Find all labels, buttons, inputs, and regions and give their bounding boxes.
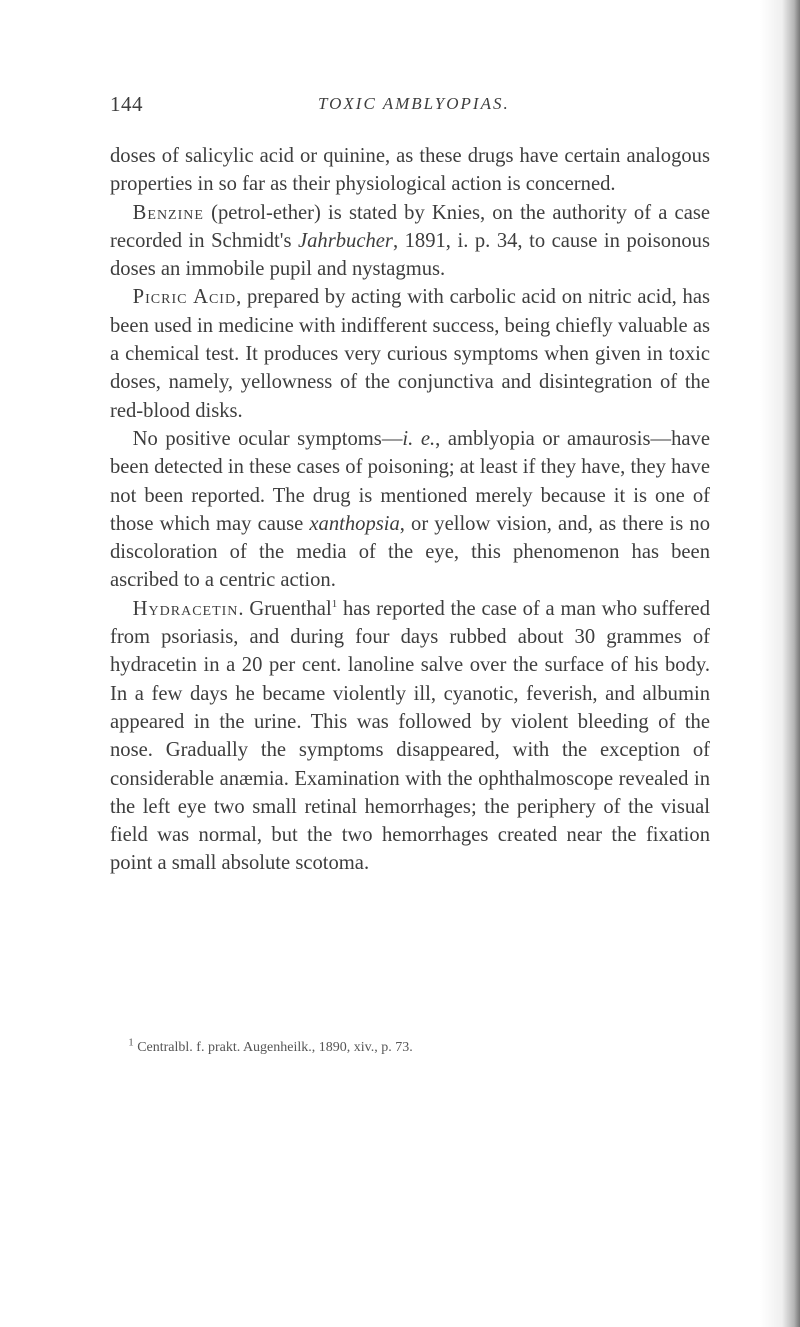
- paragraph-benzine: [110, 199, 710, 284]
- paragraph-ocular-text-c: , or yellow vision, and, as there is no discoloration of the media of the eye, this phenomenon has been ascribed to a centric action.: [110, 512, 710, 592]
- body-text: [110, 142, 710, 878]
- term-xanthopsia: xanthopsia: [309, 512, 400, 535]
- paragraph-ocular-text-b: , amblyopia or amaurosis—have been detected in these cases of poisoning; at least if they have, they have not been reported. The drug is mentioned merely because it is one of those which may cause: [110, 427, 710, 535]
- paragraph-benzine-text-a: (petrol-ether) is stated by Knies, on the authority of a case recorded in Schmidt's: [110, 201, 710, 252]
- paragraph-salicylic-text: doses of salicylic acid or quinine, as these drugs have certain analogous properties in so far as their physiological action is concerned.: [110, 145, 710, 196]
- footnote-text: Centralbl. f. prakt. Augenheilk., 1890, xiv., p. 73.: [133, 1040, 413, 1055]
- section-heading-picric-acid: Picric Acid: [132, 286, 237, 309]
- paragraph-hydracetin-text-a: . Gruenthal: [238, 597, 332, 620]
- paragraph-picric-acid-text: , prepared by acting with carbolic acid on nitric acid, has been used in medicine with indifferent success, being chiefly valuable as a chemical test. It produces very curious symptoms when given in toxic doses, namely, yellowness of the conjunctiva and disintegration of the red-blood disks.: [110, 286, 710, 422]
- paragraph-benzine-text-b: , 1891, i. p. 34, to cause in poisonous doses an immobile pupil and nystagmus.: [110, 229, 710, 281]
- section-heading-benzine: Benzine: [132, 201, 204, 224]
- paragraph-ocular-symptoms: [110, 425, 710, 595]
- paragraph-hydracetin-text-b: has reported the case of a man who suffered from psoriasis, and during four days rubbed about 30 grammes of hydracetin in a 20 per cent. lanoline salve over the surface of his body. In a few days he became violently ill, cyanotic, feverish, and albumin appeared in the urine. This was followed by violent bleeding of the nose. Gradually the symptoms disappeared, with the exception of considerable anæmia. Examination with the ophthalmoscope revealed in the left eye two small retinal hemorrhages; the periphery of the visual field was normal, but the two hemorrhages created near the fixation point a small absolute scotoma.: [110, 597, 710, 875]
- footnote-marker: 1: [128, 1036, 134, 1049]
- running-head: TOXIC AMBLYOPIAS.: [318, 94, 510, 113]
- page-header: [110, 92, 710, 120]
- page-edge-shadow: [760, 0, 800, 1327]
- paragraph-picric-acid: [110, 283, 710, 424]
- abbrev-ie: i. e.: [402, 427, 436, 450]
- paragraph-ocular-text-a: No positive ocular symptoms—: [132, 427, 403, 450]
- footnote-reference: 1: [331, 597, 338, 610]
- paragraph-salicylic: [110, 142, 710, 199]
- paragraph-hydracetin: [110, 595, 710, 878]
- citation-jahrbucher: Jahrbucher: [298, 229, 393, 252]
- page-number: 144: [110, 92, 143, 116]
- section-heading-hydracetin: Hydracetin: [132, 597, 239, 620]
- footnote: [110, 1036, 710, 1056]
